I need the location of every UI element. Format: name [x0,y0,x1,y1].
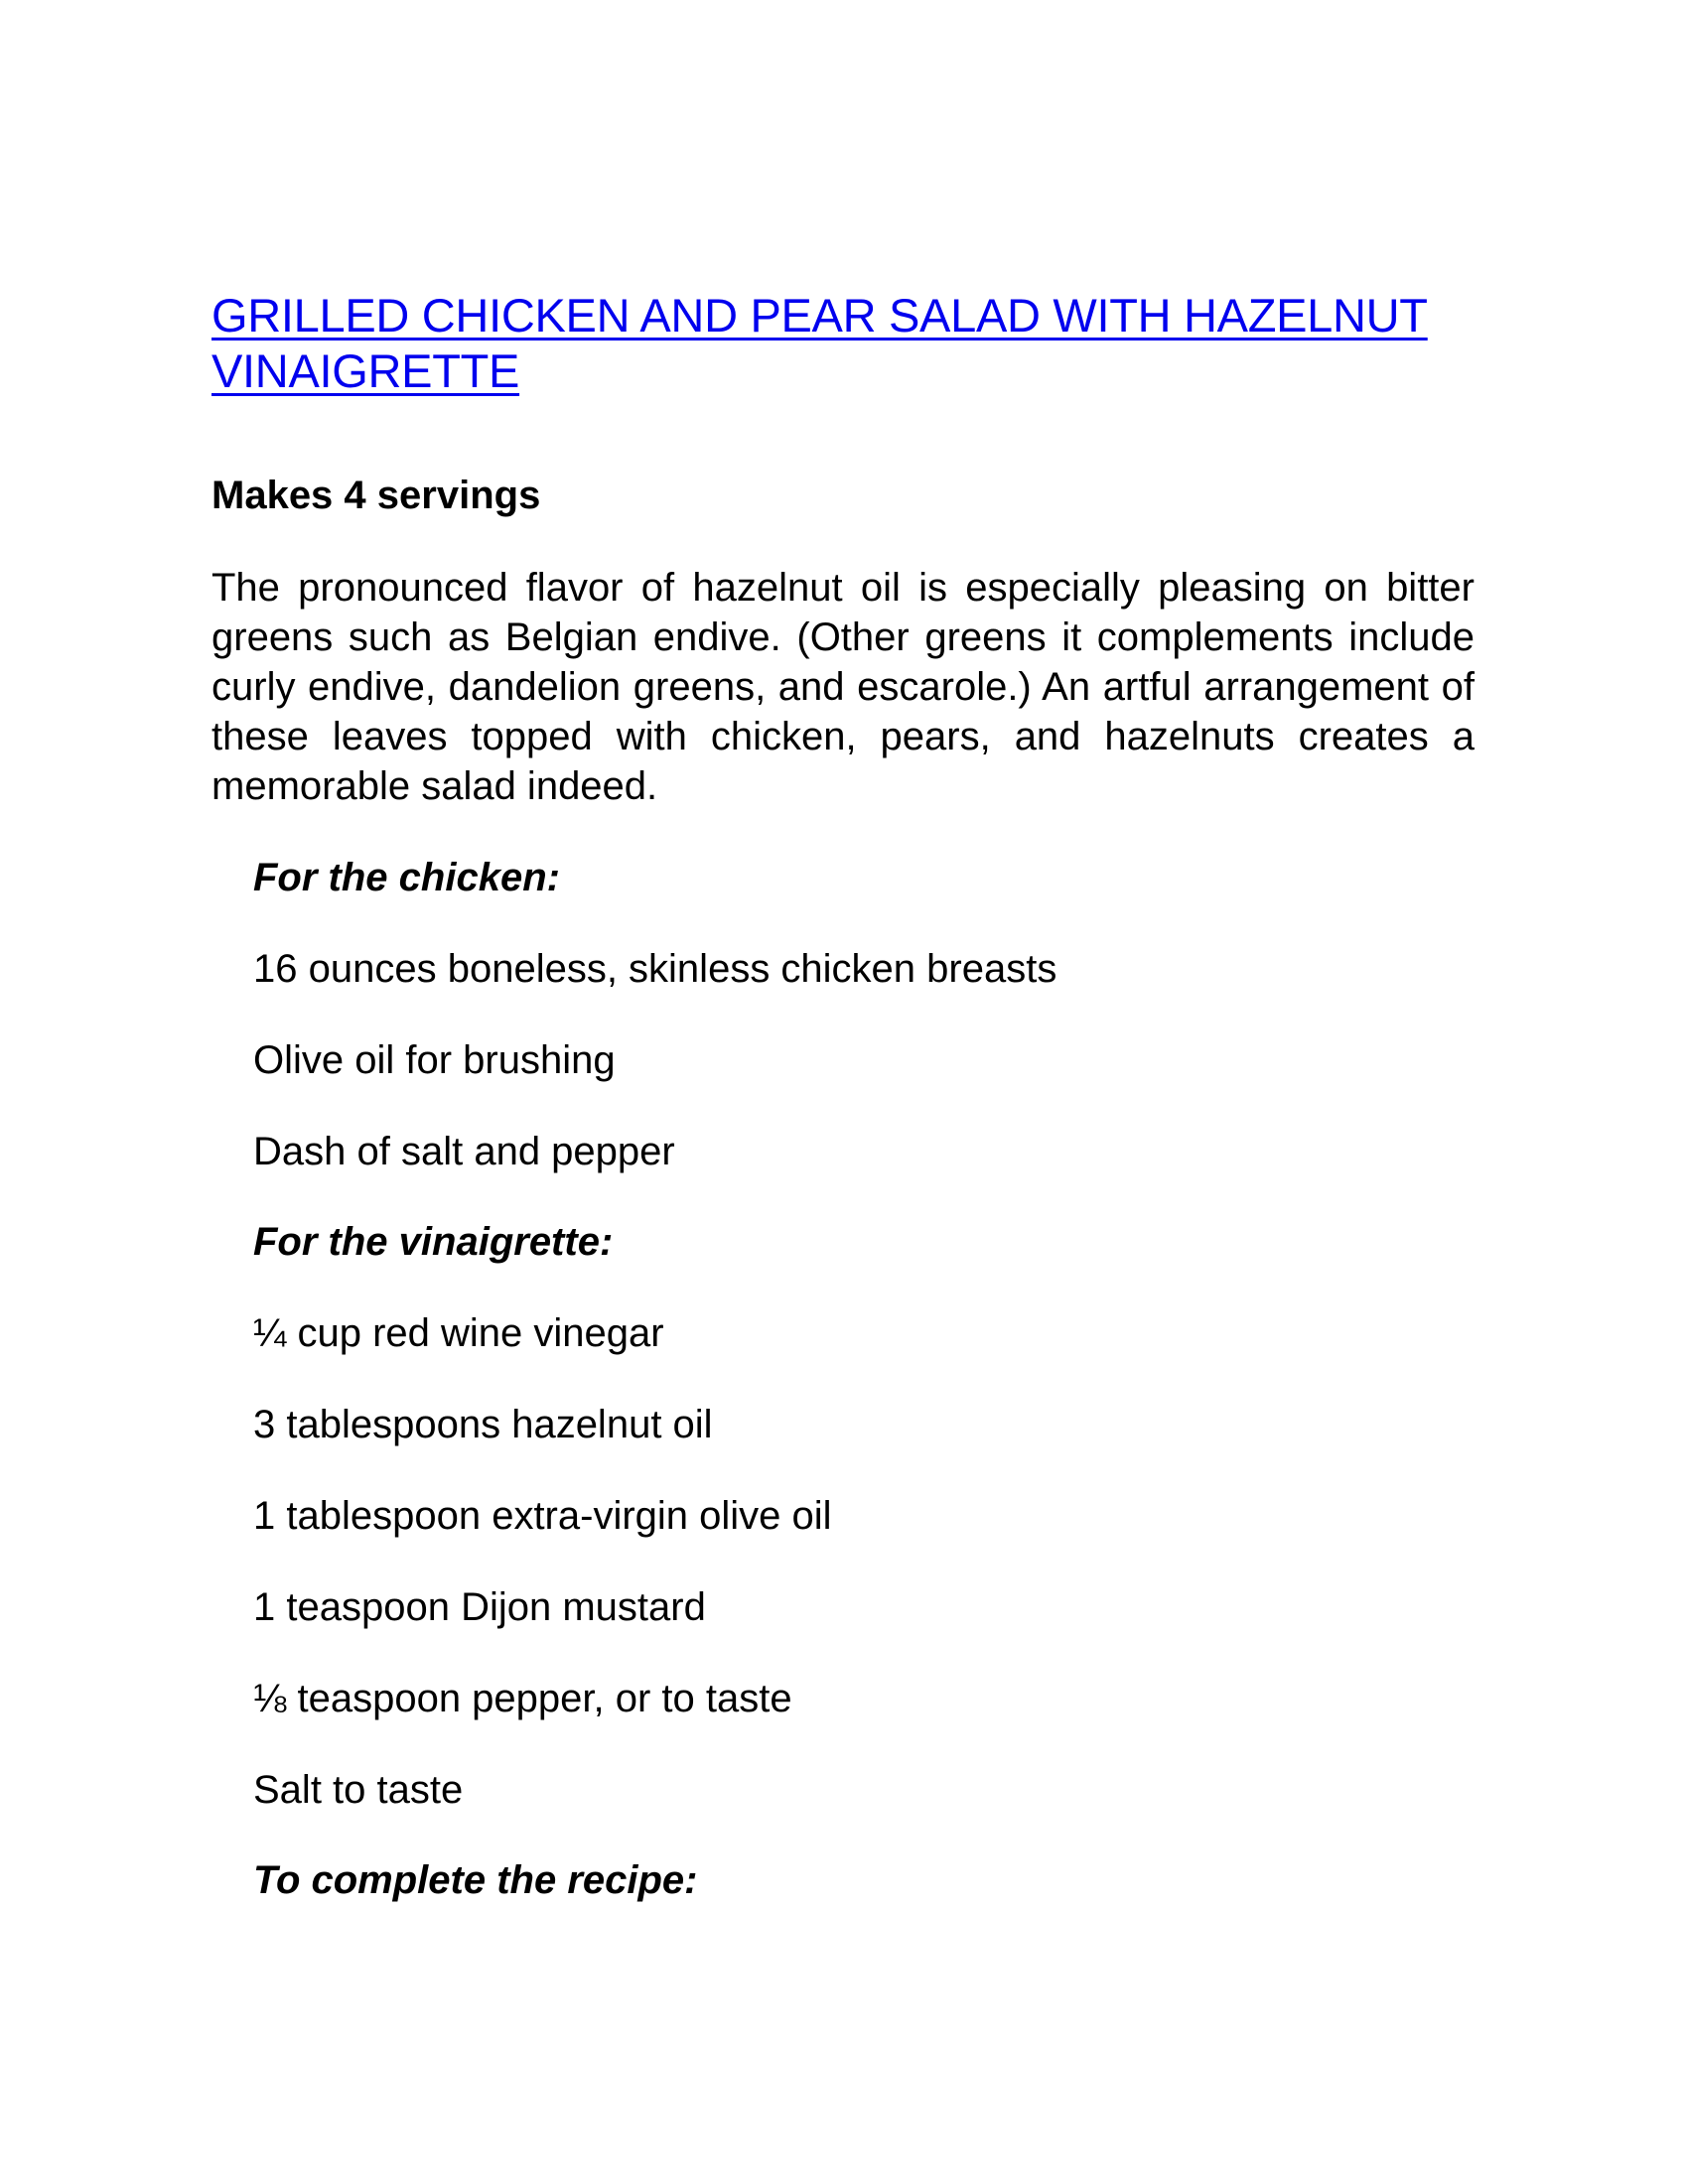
section-heading-chicken: For the chicken: [253,856,560,899]
recipe-page [211,288,1475,1904]
ingredient-item: 1 teaspoon Dijon mustard [253,1585,706,1629]
ingredient-item: ⅛ teaspoon pepper, or to taste [253,1677,792,1720]
ingredient-item: 16 ounces boneless, skinless chicken breasts [253,947,1057,991]
ingredient-item: 1 tablespoon extra-virgin olive oil [253,1494,832,1538]
section-heading-complete: To complete the recipe: [253,1858,698,1902]
ingredient-item: ¼ cup red wine vinegar [253,1311,664,1355]
section-heading-vinaigrette: For the vinaigrette: [253,1220,614,1264]
servings-label: Makes 4 servings [211,474,541,517]
recipe-intro: The pronounced flavor of hazelnut oil is especially pleasing on bitter greens such as Belgian endive. (Other greens it complements include curly endive, dandelion greens, and escarole.) An artful arrangement of these leaves topped with chicken, pears, and hazelnuts creates a memorable salad indeed. [211,566,1475,808]
recipe-title-link[interactable]: GRILLED CHICKEN AND PEAR SALAD WITH HAZELNUT VINAIGRETTE [211,289,1428,397]
ingredient-item: Salt to taste [253,1768,464,1812]
ingredient-item: Olive oil for brushing [253,1038,616,1082]
ingredient-item: 3 tablespoons hazelnut oil [253,1403,713,1446]
ingredient-item: Dash of salt and pepper [253,1130,675,1173]
